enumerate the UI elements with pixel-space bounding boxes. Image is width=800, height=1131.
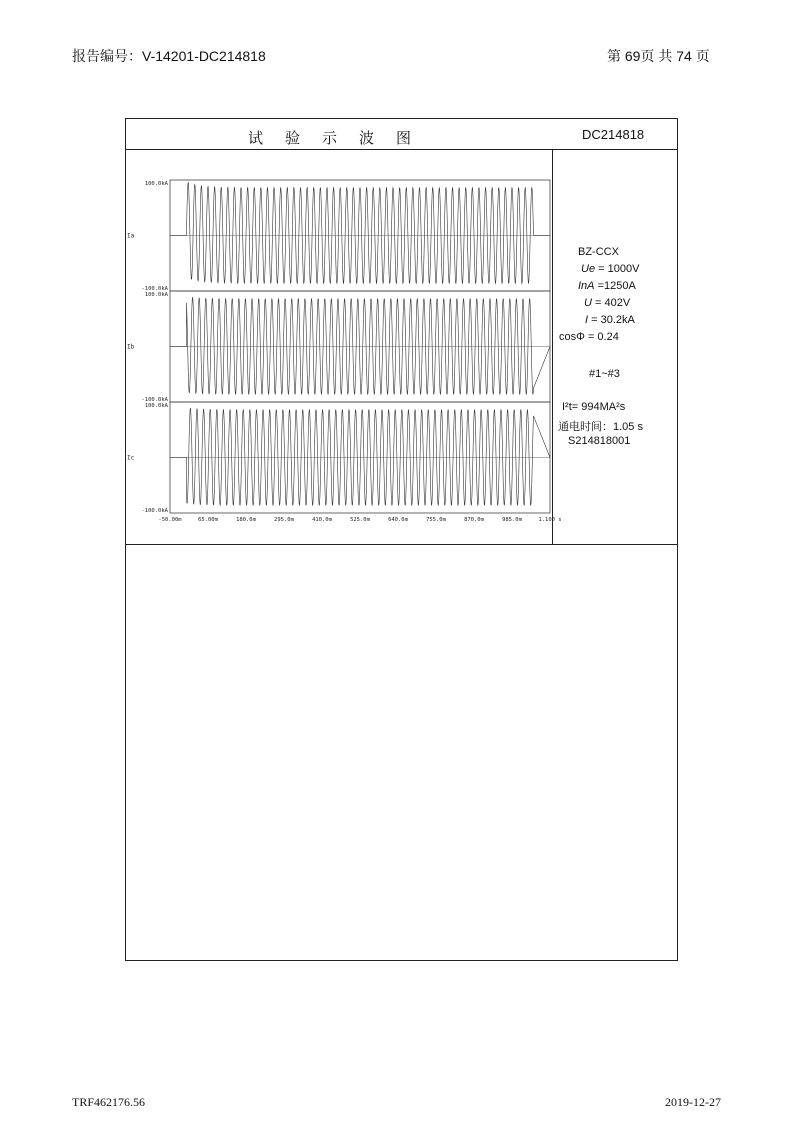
x-tick-label: 640.0m: [388, 517, 408, 523]
footer-code: TRF462176.56: [72, 1095, 146, 1109]
waveform-Ic: [170, 408, 550, 505]
param-poles: #1~#3: [589, 368, 620, 380]
param-cos: cosΦ = 0.24: [559, 331, 619, 343]
channel-bottom-label: -100.0kA: [141, 397, 168, 403]
channel-name: Ib: [127, 343, 135, 351]
channel-top-label: 100.0kA: [144, 292, 168, 298]
channel-name: Ia: [127, 232, 135, 240]
param-ue: Ue = 1000V: [581, 263, 640, 275]
param-i: I = 30.2kA: [585, 314, 635, 326]
waveform-Ia: [170, 182, 550, 283]
x-tick-label: 65.00m: [198, 517, 218, 523]
model: BZ-CCX: [578, 246, 619, 258]
param-u: U = 402V: [584, 297, 631, 309]
x-tick-label: -50.00m: [158, 517, 182, 523]
footer-date: 2019-12-27: [665, 1095, 721, 1109]
channel-top-label: 100.0kA: [144, 181, 168, 187]
document-code: DC214818: [582, 127, 645, 142]
x-tick-label: 525.0m: [350, 517, 370, 523]
channel-bottom-label: -100.0kA: [141, 508, 168, 514]
document-title: 试验示波图: [248, 129, 434, 147]
page-number: 第 69页 共 74 页: [607, 48, 710, 64]
waveform-Ib: [170, 297, 550, 394]
x-tick-label: 1.100 s: [538, 517, 562, 523]
x-tick-label: 410.0m: [312, 517, 332, 523]
x-tick-label: 180.0m: [236, 517, 256, 523]
param-i2t: I²t= 994MA²s: [562, 401, 626, 413]
oscillogram-chart: [125, 175, 562, 525]
x-tick-label: 870.0m: [464, 517, 484, 523]
param-duration: 通电时间：1.05 s: [558, 421, 643, 433]
channel-top-label: 100.0kA: [144, 403, 168, 409]
x-tick-label: 755.0m: [426, 517, 446, 523]
content-divider: [125, 544, 678, 545]
channel-bottom-label: -100.0kA: [141, 286, 168, 292]
param-ina: InA =1250A: [578, 280, 636, 292]
x-tick-label: 295.0m: [274, 517, 294, 523]
channel-name: Ic: [127, 454, 135, 462]
x-tick-label: 985.0m: [502, 517, 522, 523]
report-number: 报告编号：V-14201-DC214818: [72, 48, 266, 64]
param-serial: S214818001: [568, 435, 631, 447]
